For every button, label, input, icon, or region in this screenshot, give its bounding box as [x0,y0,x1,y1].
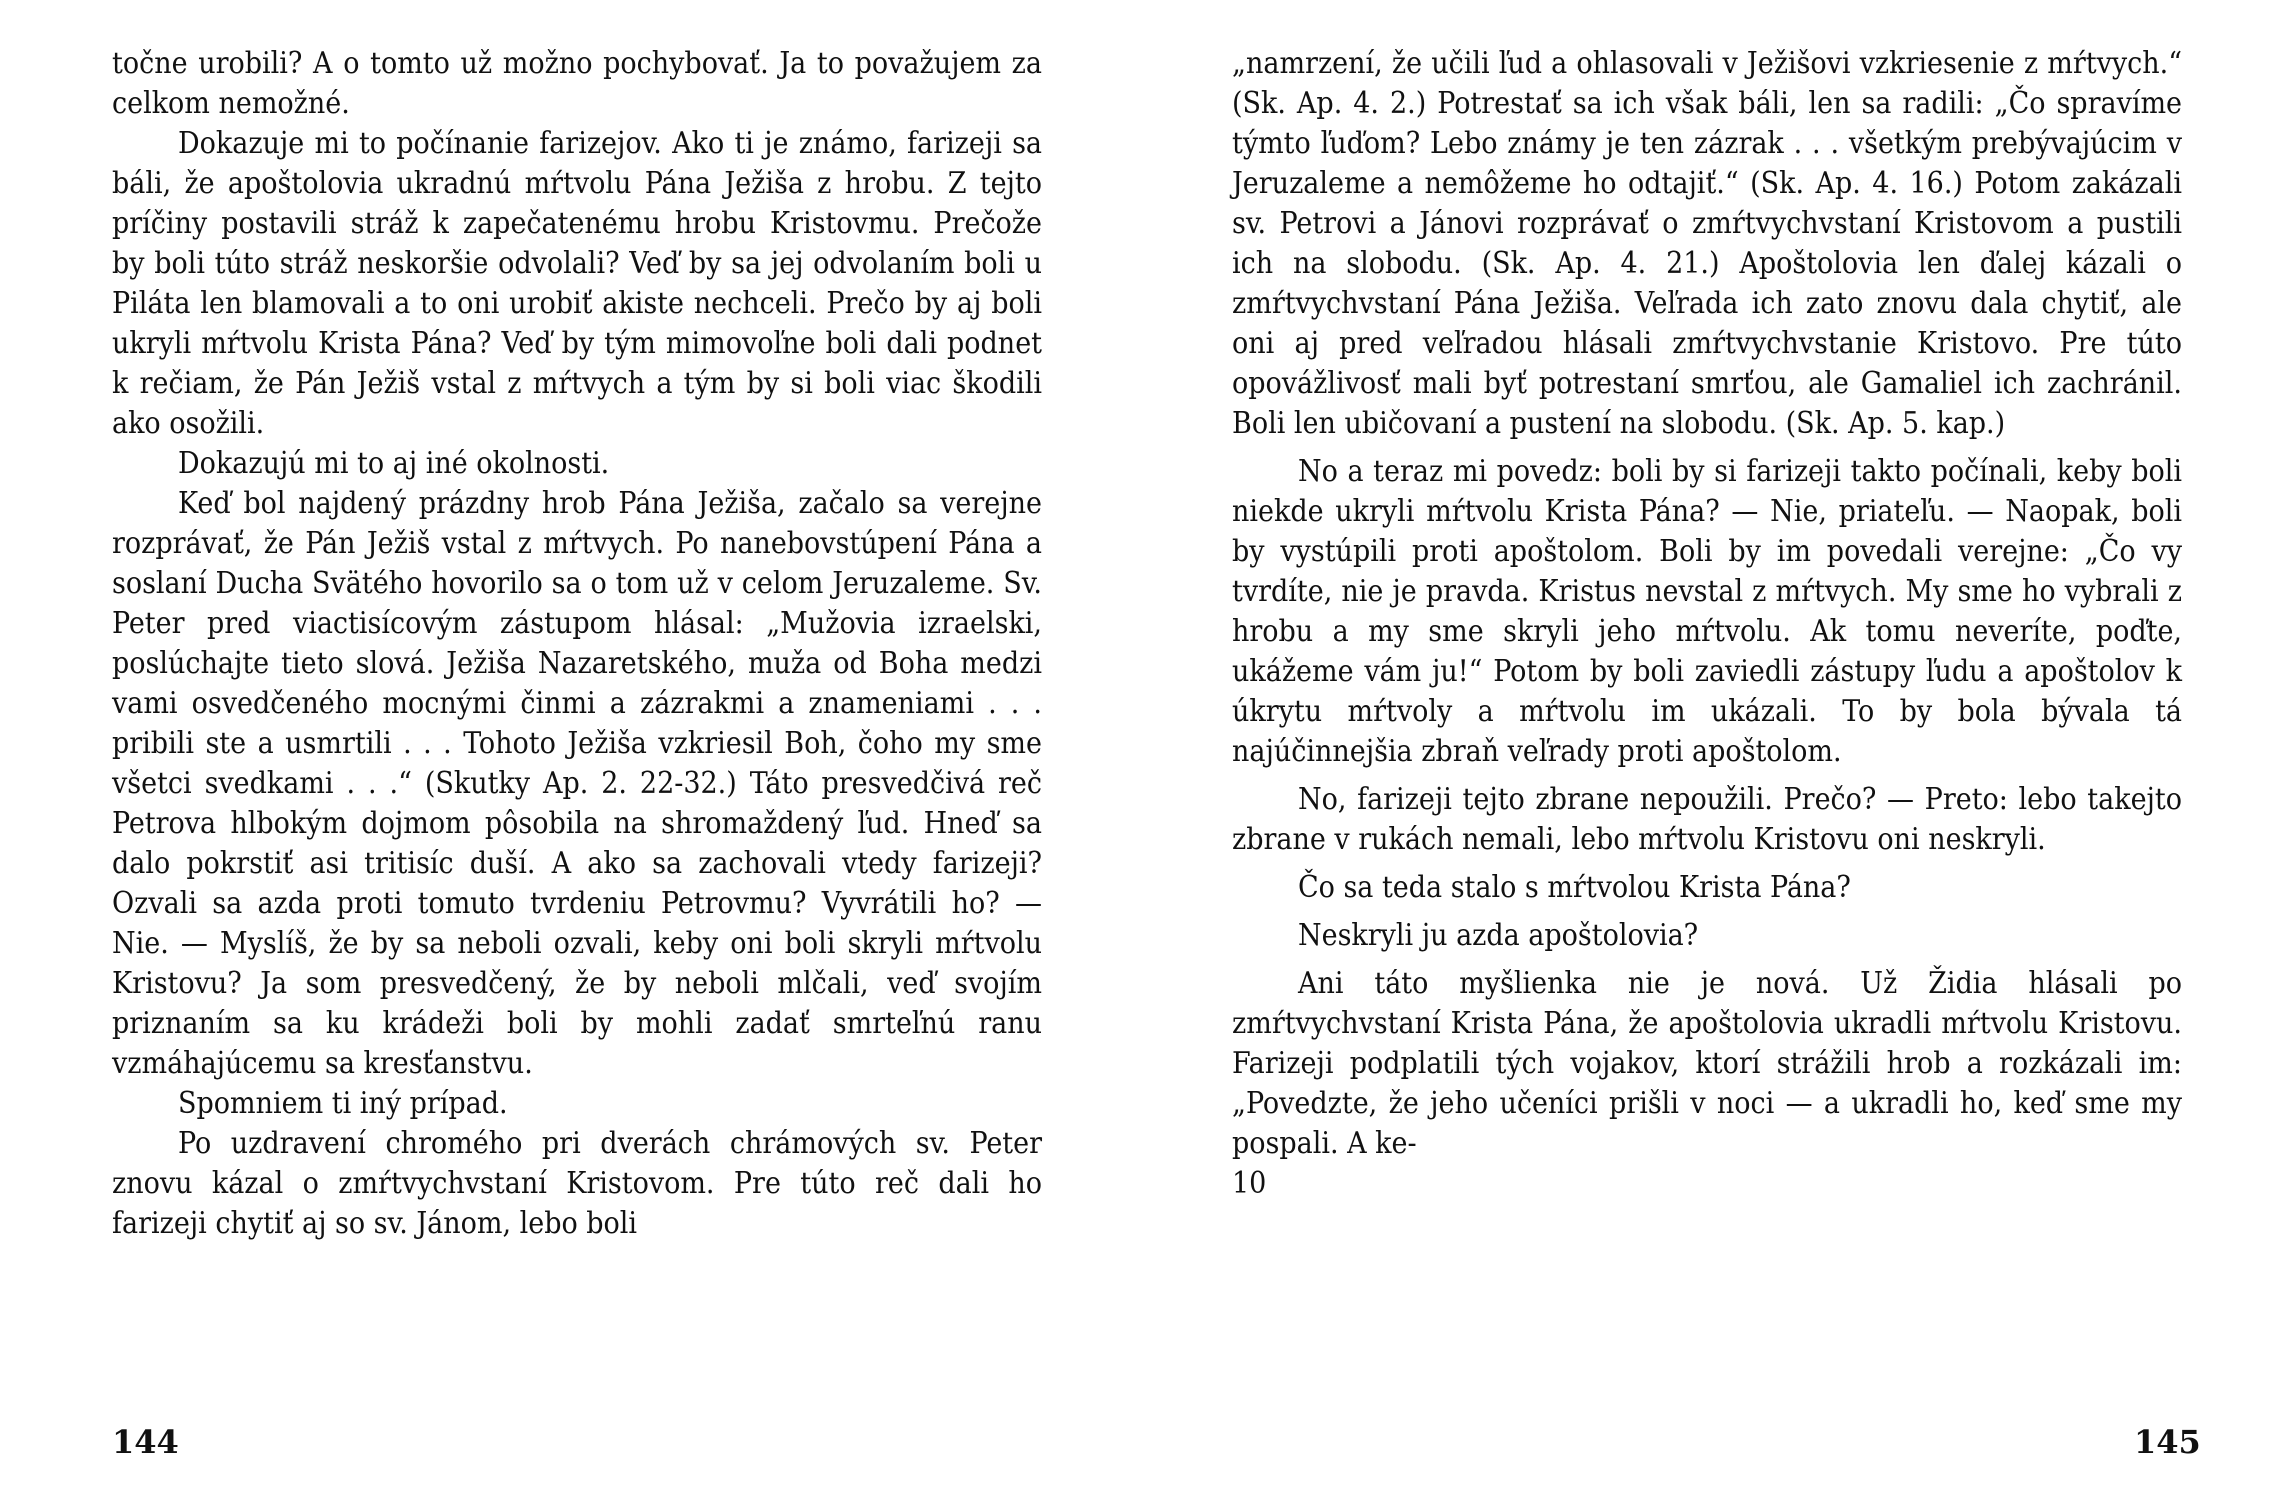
paragraph: No a teraz mi povedz: boli by si farizeji takto počínali, keby boli niekde ukryli mŕtvolu Krista Pána? — Nie, priateľu. — Naopak, boli by vystúpili proti apoštolom. Boli by im povedali verejne: „Čo vy tvrdíte, nie je pravda. Kristus nevstal z mŕtvych. My sme ho vybrali z hrobu a my sme skryli jeho mŕtvolu. Ak tomu neveríte, poďte, ukážeme vám ju!“ Potom by boli zaviedli zástupy ľudu a apoštolov k úkrytu mŕtvoly a mŕtvolu im ukázali. To by bola bývala tá najúčinnejšia zbraň veľrady proti apoštolom. [1232,454,2182,769]
paragraph: Po uzdravení chromého pri dverách chrámových sv. Peter znovu kázal o zmŕtvychvstaní Kristovom. Pre túto reč dali ho farizeji chytiť aj so sv. Jánom, lebo boli [112,1126,1042,1241]
right-page [1232,44,2182,1204]
paragraph: No, farizeji tejto zbrane nepoužili. Prečo? — Preto: lebo takejto zbrane v rukách nemali, lebo mŕtvolu Kristovu oni neskryli. [1232,782,2182,857]
paragraph: Keď bol najdený prázdny hrob Pána Ježiša, začalo sa verejne rozprávať, že Pán Ježiš vstal z mŕtvych. Po nanebovstúpení Pána a soslaní Ducha Svätého hovorilo sa o tom už v celom Jeruzaleme. Sv. Peter pred viactisícovým zástupom hlásal: „Mužovia izraelski, poslúchajte tieto slová. Ježiša Nazaretského, muža od Boha medzi vami osvedčeného mocnými činmi a zázrakmi a znameniami . . . pribili ste a usmrtili . . . Tohoto Ježiša vzkriesil Boh, čoho my sme všetci svedkami . . .“ (Skutky Ap. 2. 22-32.) Táto presvedčivá reč Petrova hlbokým dojmom pôsobila na shromaždený ľud. Hneď sa dalo pokrstiť asi tritisíc duší. A ako sa zachovali vtedy farizeji? Ozvali sa azda proti tomuto tvrdeniu Petrovmu? Vyvrátili ho? — Nie. — Myslíš, že by sa neboli ozvali, keby oni boli skryli mŕtvolu Kristovu? Ja som presvedčený, že by neboli mlčali, veď svojím priznaním sa ku krádeži boli by mohli zadať smrteľnú ranu vzmáhajúcemu sa kresťanstvu. [112,486,1042,1081]
footnote-marker: 10 [1232,1166,1267,1201]
paragraph: točne urobili? A o tomto už možno pochybovať. Ja to považujem za celkom nemožné. [112,46,1042,121]
page-number-right: 145 [2134,1423,2201,1461]
paragraph: „namrzení, že učili ľud a ohlasovali v Ježišovi vzkriesenie z mŕtvych.“ (Sk. Ap. 4. 2.) Potrestať sa ich však báli, len sa radili: „Čo spravíme týmto ľuďom? Lebo známy je ten zázrak . . . všetkým prebývajúcim v Jeruzaleme a nemôžeme ho odtajiť.“ (Sk. Ap. 4. 16.) Potom zakázali sv. Petrovi a Jánovi rozprávať o zmŕtvychvstaní Kristovom a pustili ich na slobodu. (Sk. Ap. 4. 21.) Apoštolovia len ďalej kázali o zmŕtvychvstaní Pána Ježiša. Veľrada ich zato znovu dala chytiť, ale oni aj pred veľradou hlásali zmŕtvychvstanie Kristovo. Pre túto opovážlivosť mali byť potrestaní smrťou, ale Gamaliel ich zachránil. Boli len ubičovaní a pustení na slobodu. (Sk. Ap. 5. kap.) [1232,46,2182,441]
page-number-left: 144 [112,1423,179,1461]
paragraph: Ani táto myšlienka nie je nová. Už Židia hlásali po zmŕtvychvstaní Krista Pána, že apoštolovia ukradli mŕtvolu Kristovu. Farizeji podplatili tých vojakov, ktorí strážili hrob a rozkázali im: „Povedzte, že jeho učeníci prišli v noci — a ukradli ho, keď sme my pospali. A ke- [1232,966,2182,1161]
paragraph: Čo sa teda stalo s mŕtvolou Krista Pána? [1298,870,1851,905]
left-page [112,44,1042,1244]
paragraph: Spomniem ti iný prípad. [178,1086,508,1121]
paragraph: Dokazujú mi to aj iné okolnosti. [178,446,610,481]
paragraph: Dokazuje mi to počínanie farizejov. Ako ti je známo, farizeji sa báli, že apoštolovia ukradnú mŕtvolu Pána Ježiša z hrobu. Z tejto príčiny postavili stráž k zapečatenému hrobu Kristovmu. Prečože by boli túto stráž neskoršie odvolali? Veď by sa jej odvolaním boli u Piláta len blamovali a to oni urobiť akiste nechceli. Prečo by aj boli ukryli mŕtvolu Krista Pána? Veď by tým mimovoľne boli dali podnet k rečiam, že Pán Ježiš vstal z mŕtvych a tým by si boli viac škodili ako osožili. [112,126,1042,441]
paragraph: Neskryli ju azda apoštolovia? [1298,918,1699,953]
